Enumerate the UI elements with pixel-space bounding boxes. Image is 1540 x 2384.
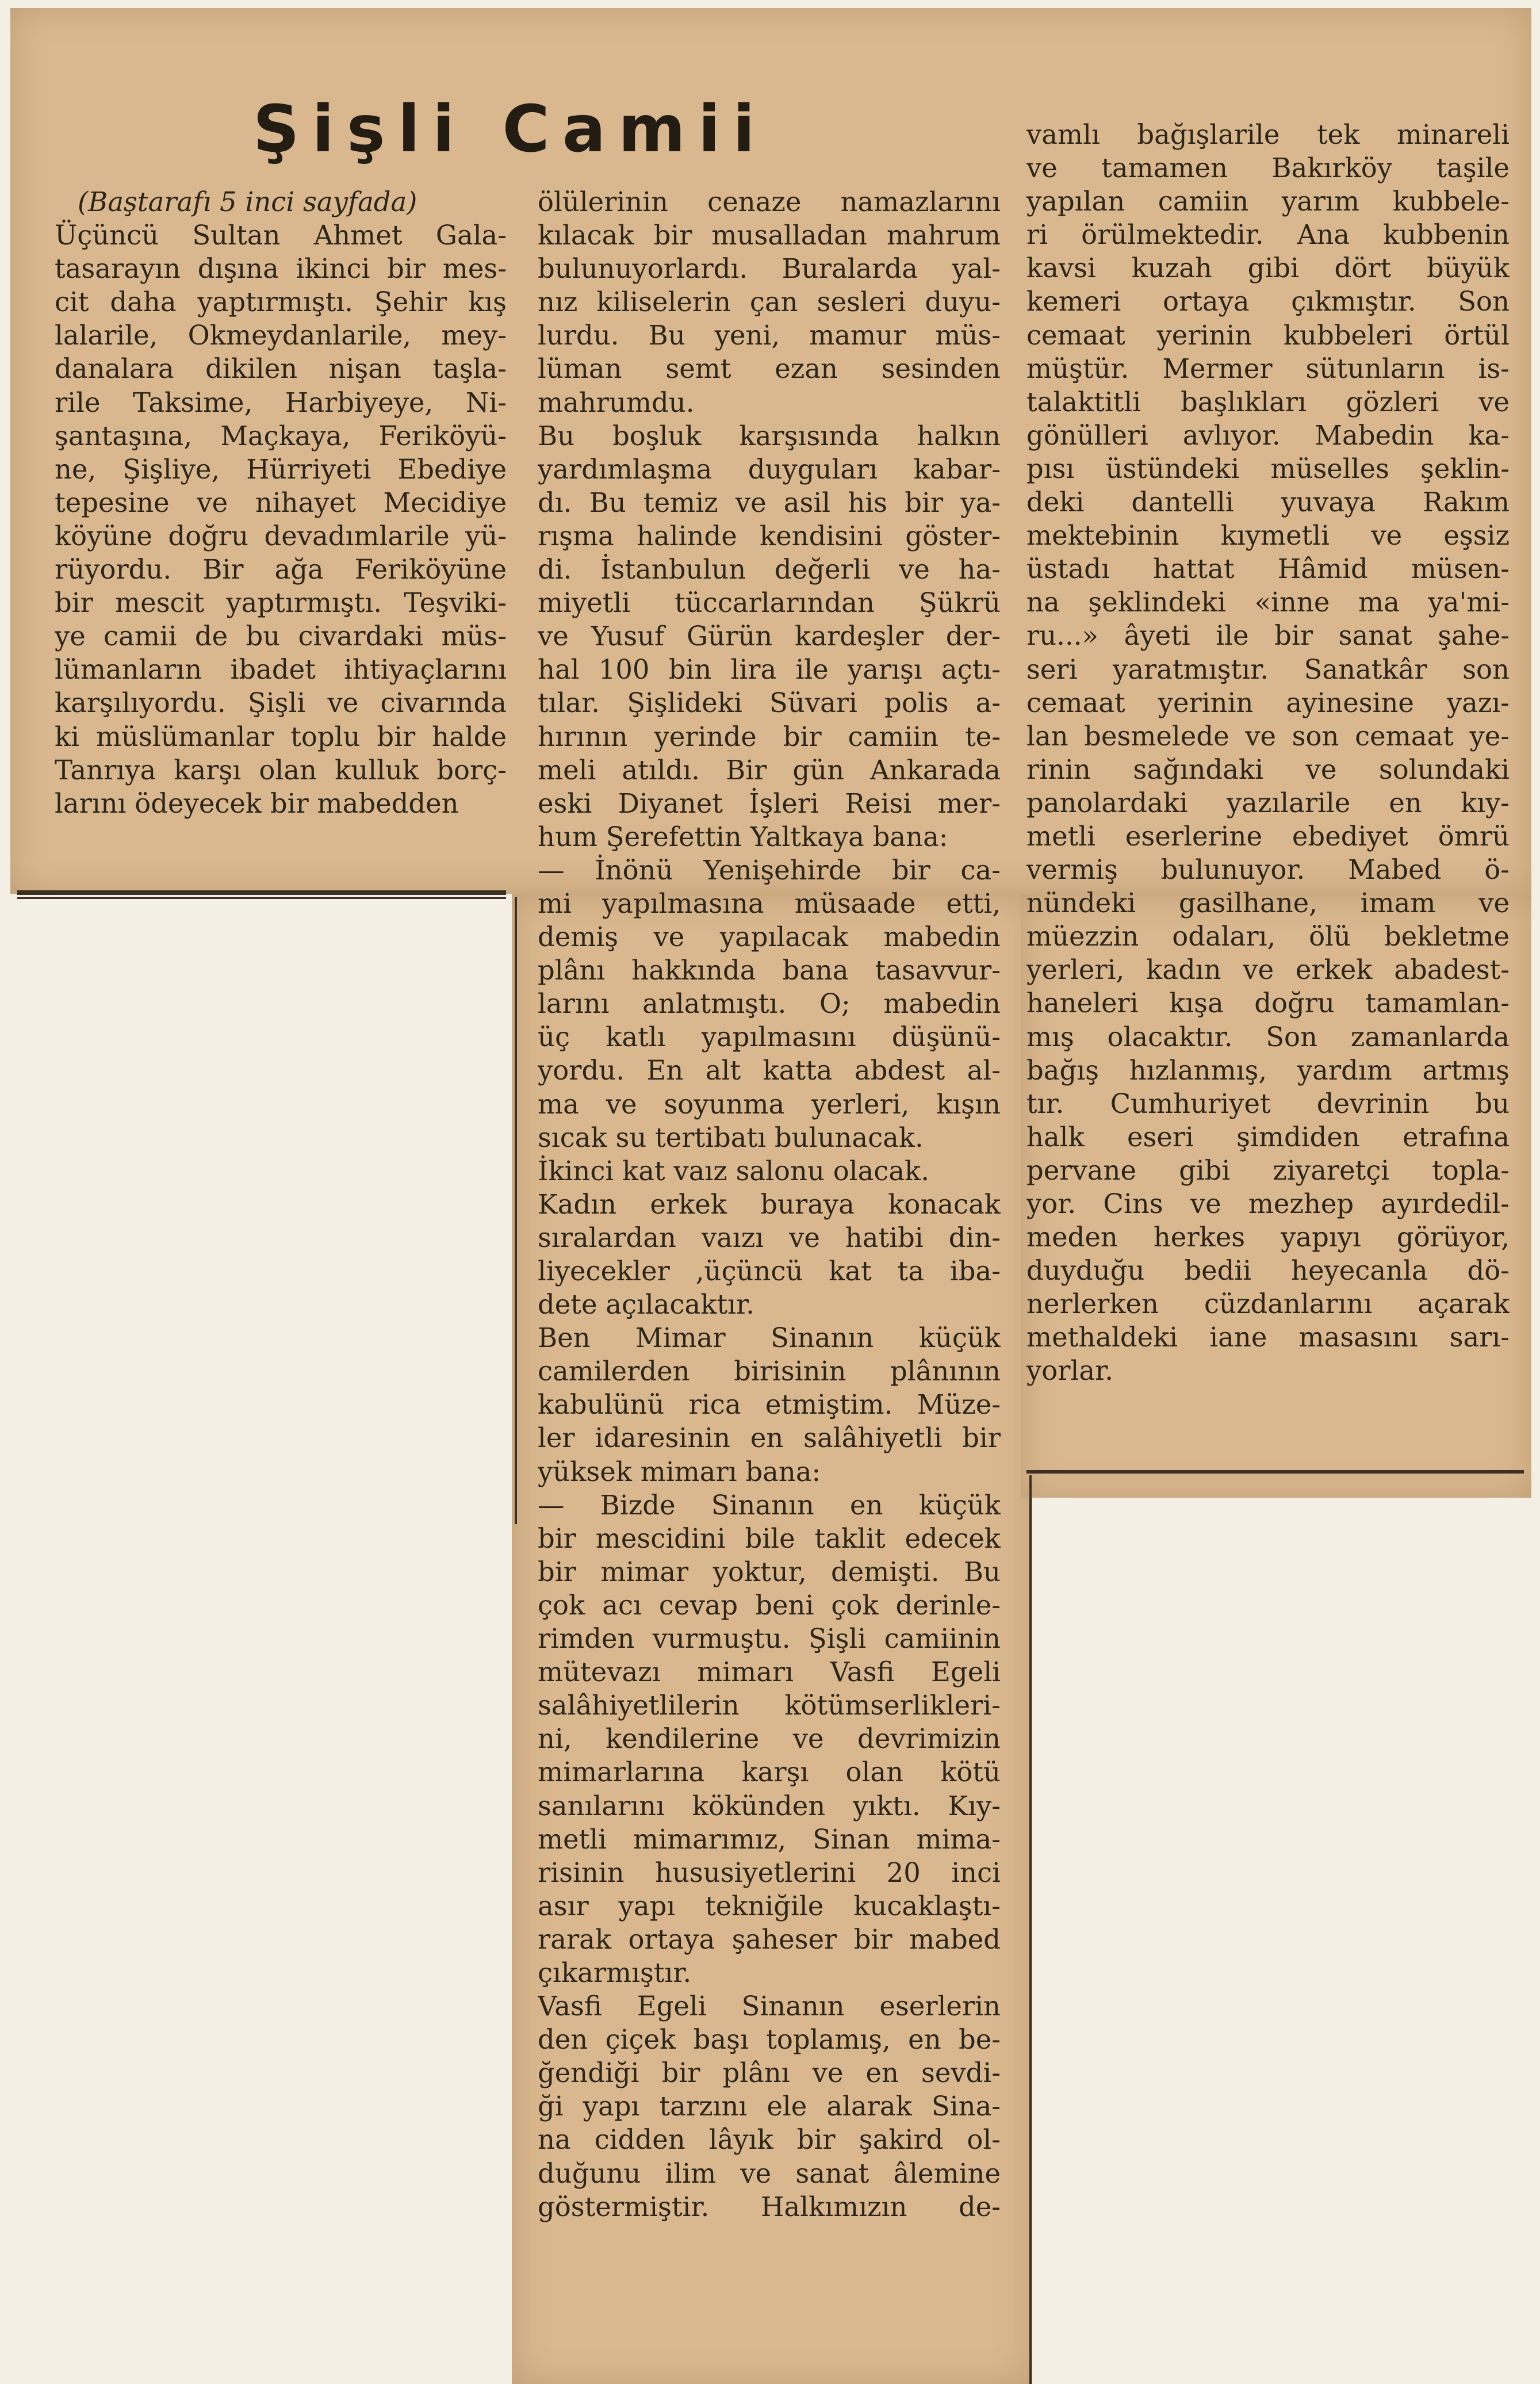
text-line: den çiçek başı toplamış, en be- bbox=[538, 2024, 1001, 2056]
text-line: rile Taksime, Harbiyeye, Ni- bbox=[55, 387, 507, 418]
text-line: pervane gibi ziyaretçi topla- bbox=[1026, 1154, 1510, 1186]
text-line: ne, Şişliye, Hürriyeti Ebediye bbox=[55, 453, 507, 485]
text-line: üç katlı yapılmasını düşünü- bbox=[538, 1021, 1001, 1053]
text-line: yardımlaşma duyguları kabar- bbox=[538, 453, 1001, 485]
text-line: nündeki gasilhane, imam ve bbox=[1026, 887, 1510, 919]
text-line: duyduğu bedii heyecanla dö- bbox=[1026, 1255, 1510, 1287]
text-line: hırının yerinde bir camiin te- bbox=[538, 721, 1001, 752]
text-line: liyecekler ,üçüncü kat ta iba- bbox=[538, 1256, 1001, 1287]
text-line: larını ödeyecek bir mabedden bbox=[55, 787, 459, 819]
text-line: dete açılacaktır. bbox=[538, 1289, 754, 1321]
text-line: kabulünü rica etmiştim. Müze- bbox=[538, 1389, 1001, 1421]
text-line: mi yapılmasına müsaade etti, bbox=[538, 887, 1001, 919]
text-line: rarak ortaya şaheser bir mabed bbox=[538, 1923, 1001, 1955]
text-line: meli atıldı. Bir gün Ankarada bbox=[538, 754, 1001, 786]
text-line: panolardaki yazılarile en kıy- bbox=[1026, 787, 1510, 818]
text-line: müezzin odaları, ölü bekletme bbox=[1026, 921, 1510, 952]
text-line: sıralardan vaızı ve hatibi din- bbox=[538, 1222, 1001, 1253]
text-line: hum Şerefettin Yaltkaya bana: bbox=[538, 821, 948, 852]
text-line: ma ve soyunma yerleri, kışın bbox=[538, 1088, 1001, 1120]
text-line: bulunuyorlardı. Buralarda yal- bbox=[538, 253, 1001, 285]
text-line: lalarile, Okmeydanlarile, mey- bbox=[55, 320, 507, 351]
text-line: lümanların ibadet ihtiyaçlarını bbox=[55, 654, 507, 686]
text-line: göstermiştir. Halkımızın de- bbox=[538, 2191, 1001, 2222]
text-line: yüksek mimarı bana: bbox=[538, 1456, 821, 1487]
text-line: deki dantelli yuvaya Rakım bbox=[1026, 487, 1510, 518]
text-line: mış olacaktır. Son zamanlarda bbox=[1026, 1021, 1510, 1053]
text-line: metli mimarımız, Sinan mima- bbox=[538, 1823, 1001, 1855]
text-line: — İnönü Yenişehirde bir ca- bbox=[538, 854, 1001, 886]
column-rule bbox=[17, 897, 506, 899]
text-line: yor. Cins ve mezhep ayırdedil- bbox=[1026, 1188, 1510, 1219]
text-line: na şeklindeki «inne ma ya'mi- bbox=[1026, 587, 1510, 618]
column-rule bbox=[1026, 1470, 1524, 1474]
text-line: çok acı cevap beni çok derinle- bbox=[538, 1589, 1001, 1621]
article-column-2 bbox=[538, 185, 1001, 2224]
text-line: ler idaresinin en salâhiyetli bir bbox=[538, 1422, 1001, 1454]
text-line: rinin sağındaki ve solundaki bbox=[1026, 753, 1510, 785]
text-line: Ben Mimar Sinanın küçük bbox=[538, 1322, 1001, 1354]
text-line: tır. Cumhuriyet devrinin bu bbox=[1026, 1088, 1510, 1119]
text-line: yapılan camiin yarım kubbele- bbox=[1026, 186, 1510, 217]
column-divider bbox=[515, 897, 517, 1524]
text-line: pısı üstündeki müselles şeklin- bbox=[1026, 453, 1510, 484]
text-line: ve Yusuf Gürün kardeşler der- bbox=[538, 621, 1001, 652]
text-line: hal 100 bin lira ile yarışı açtı- bbox=[538, 654, 1001, 686]
text-line: ği yapı tarzını ele alarak Sina- bbox=[538, 2091, 1001, 2122]
text-line: lurdu. Bu yeni, mamur müs- bbox=[538, 320, 1001, 351]
text-line: ri örülmektedir. Ana kubbenin bbox=[1026, 219, 1510, 251]
text-line: ru...» âyeti ile bir sanat şahe- bbox=[1026, 620, 1510, 652]
text-line: mahrumdu. bbox=[538, 387, 695, 418]
column-divider bbox=[1029, 1475, 1032, 2384]
text-line: lan besmelede ve son cemaat ye- bbox=[1026, 720, 1510, 752]
text-line: mütevazı mimarı Vasfi Egeli bbox=[538, 1656, 1001, 1688]
text-line: halk eseri şimdiden etrafına bbox=[1026, 1121, 1510, 1153]
text-line: tepesine ve nihayet Mecidiye bbox=[55, 487, 507, 518]
column-rule bbox=[17, 890, 506, 895]
text-line: miyetli tüccarlarından Şükrü bbox=[538, 587, 1001, 619]
text-line: Vasfi Egeli Sinanın eserlerin bbox=[538, 1991, 1001, 2022]
text-line: rimden vurmuştu. Şişli camiinin bbox=[538, 1623, 1001, 1655]
text-line: dı. Bu temiz ve asil his bir ya- bbox=[538, 487, 1001, 518]
text-line: risinin hususiyetlerini 20 inci bbox=[538, 1857, 1001, 1888]
text-line: ye camii de bu civardaki müs- bbox=[55, 621, 507, 652]
text-line: Bu boşluk karşısında halkın bbox=[538, 420, 1001, 451]
text-line: köyüne doğru devadımlarile yü- bbox=[55, 520, 507, 552]
text-line: ki müslümanlar toplu bir halde bbox=[55, 721, 507, 752]
text-line: asır yapı tekniğile kucaklaştı- bbox=[538, 1890, 1001, 1922]
text-line: Tanrıya karşı olan kulluk borç- bbox=[55, 754, 507, 786]
article-subtitle: (Baştarafı 5 inci sayfada) bbox=[78, 186, 417, 217]
text-line: cemaat yerinin ayinesine yazı- bbox=[1026, 687, 1510, 718]
text-line: duğunu ilim ve sanat âlemine bbox=[538, 2157, 1001, 2189]
text-line: yorlar. bbox=[1026, 1355, 1113, 1387]
text-line: müştür. Mermer sütunların is- bbox=[1026, 353, 1510, 384]
text-line: nız kiliselerin çan sesleri duyu- bbox=[538, 286, 1001, 318]
text-line: demiş ve yapılacak mabedin bbox=[538, 921, 1001, 953]
text-line: sıcak su tertibatı bulunacak. bbox=[538, 1122, 924, 1153]
text-line: camilerden birisinin plânının bbox=[538, 1356, 1001, 1387]
text-line: Üçüncü Sultan Ahmet Gala- bbox=[55, 220, 507, 251]
text-line: yordu. En alt katta abdest al- bbox=[538, 1055, 1001, 1086]
text-line: Kadın erkek buraya konacak bbox=[538, 1188, 1001, 1220]
text-line: metli eserlerine ebediyet ömrü bbox=[1026, 820, 1510, 852]
text-line: bir mescit yaptırmıştı. Teşviki- bbox=[55, 587, 507, 619]
article-title: Şişli Camii bbox=[253, 92, 768, 167]
text-line: kılacak bir musalladan mahrum bbox=[538, 220, 1001, 251]
text-line: bir mimar yoktur, demişti. Bu bbox=[538, 1556, 1001, 1587]
text-line: İkinci kat vaız salonu olacak. bbox=[538, 1155, 930, 1187]
text-line: ve tamamen Bakırköy taşile bbox=[1026, 152, 1510, 184]
text-line: ğendiği bir plânı ve en sevdi- bbox=[538, 2057, 1001, 2089]
text-line: cemaat yerinin kubbeleri örtül bbox=[1026, 319, 1510, 351]
text-line: karşılıyordu. Şişli ve civarında bbox=[55, 687, 507, 719]
text-line: plânı hakkında bana tasavvur- bbox=[538, 955, 1001, 986]
text-line: ni, kendilerine ve devrimizin bbox=[538, 1723, 1001, 1755]
text-line: ölülerinin cenaze namazlarını bbox=[538, 186, 1001, 217]
text-line: salâhiyetlilerin kötümserlikleri- bbox=[538, 1690, 1001, 1721]
text-line: danalara dikilen nişan taşla- bbox=[55, 353, 507, 385]
text-line: vermiş bulunuyor. Mabed ö- bbox=[1026, 854, 1510, 886]
article-column-3 bbox=[1026, 118, 1510, 1388]
text-line: talaktitli başlıkları gözleri ve bbox=[1026, 386, 1510, 418]
text-line: — Bizde Sinanın en küçük bbox=[538, 1489, 1001, 1521]
text-line: gönülleri avlıyor. Mabedin ka- bbox=[1026, 419, 1510, 451]
text-line: mektebinin kıymetli ve eşsiz bbox=[1026, 520, 1510, 552]
text-line: yerleri, kadın ve erkek abadest- bbox=[1026, 954, 1510, 986]
text-line: cit daha yaptırmıştı. Şehir kış bbox=[55, 286, 507, 318]
text-line: haneleri kışa doğru tamamlan- bbox=[1026, 988, 1510, 1019]
text-line: çıkarmıştır. bbox=[538, 1957, 692, 1988]
text-line: lüman semt ezan sesinden bbox=[538, 353, 1001, 385]
text-line: kavsi kuzah gibi dört büyük bbox=[1026, 252, 1510, 284]
text-line: tasarayın dışına ikinci bir mes- bbox=[55, 253, 507, 285]
text-line: vamlı bağışlarile tek minareli bbox=[1026, 119, 1510, 150]
text-line: kemeri ortaya çıkmıştır. Son bbox=[1026, 286, 1510, 317]
text-line: bir mescidini bile taklit edecek bbox=[538, 1522, 1001, 1554]
text-line: bağış hızlanmış, yardım artmış bbox=[1026, 1054, 1510, 1086]
text-line: rüyordu. Bir ağa Feriköyüne bbox=[55, 554, 507, 586]
text-line: şantaşına, Maçkaya, Feriköyü- bbox=[55, 420, 507, 451]
text-line: na cidden lâyık bir şakird ol- bbox=[538, 2124, 1001, 2156]
text-line: di. İstanbulun değerli ve ha- bbox=[538, 554, 1001, 586]
text-line: methaldeki iane masasını sarı- bbox=[1026, 1322, 1510, 1353]
text-line: mimarlarına karşı olan kötü bbox=[538, 1757, 1001, 1788]
text-line: nerlerken cüzdanlarını açarak bbox=[1026, 1288, 1510, 1320]
text-line: üstadı hattat Hâmid müsen- bbox=[1026, 553, 1510, 585]
text-line: tılar. Şişlideki Süvari polis a- bbox=[538, 687, 1001, 719]
text-line: sanılarını kökünden yıktı. Kıy- bbox=[538, 1790, 1001, 1822]
text-line: meden herkes yapıyı görüyor, bbox=[1026, 1222, 1510, 1253]
article-column-1 bbox=[55, 185, 507, 820]
text-line: rışma halinde kendisini göster- bbox=[538, 520, 1001, 552]
text-line: larını anlatmıştı. O; mabedin bbox=[538, 988, 1001, 1020]
text-line: seri yaratmıştır. Sanatkâr son bbox=[1026, 653, 1510, 685]
text-line: eski Diyanet İşleri Reisi mer- bbox=[538, 787, 1001, 819]
